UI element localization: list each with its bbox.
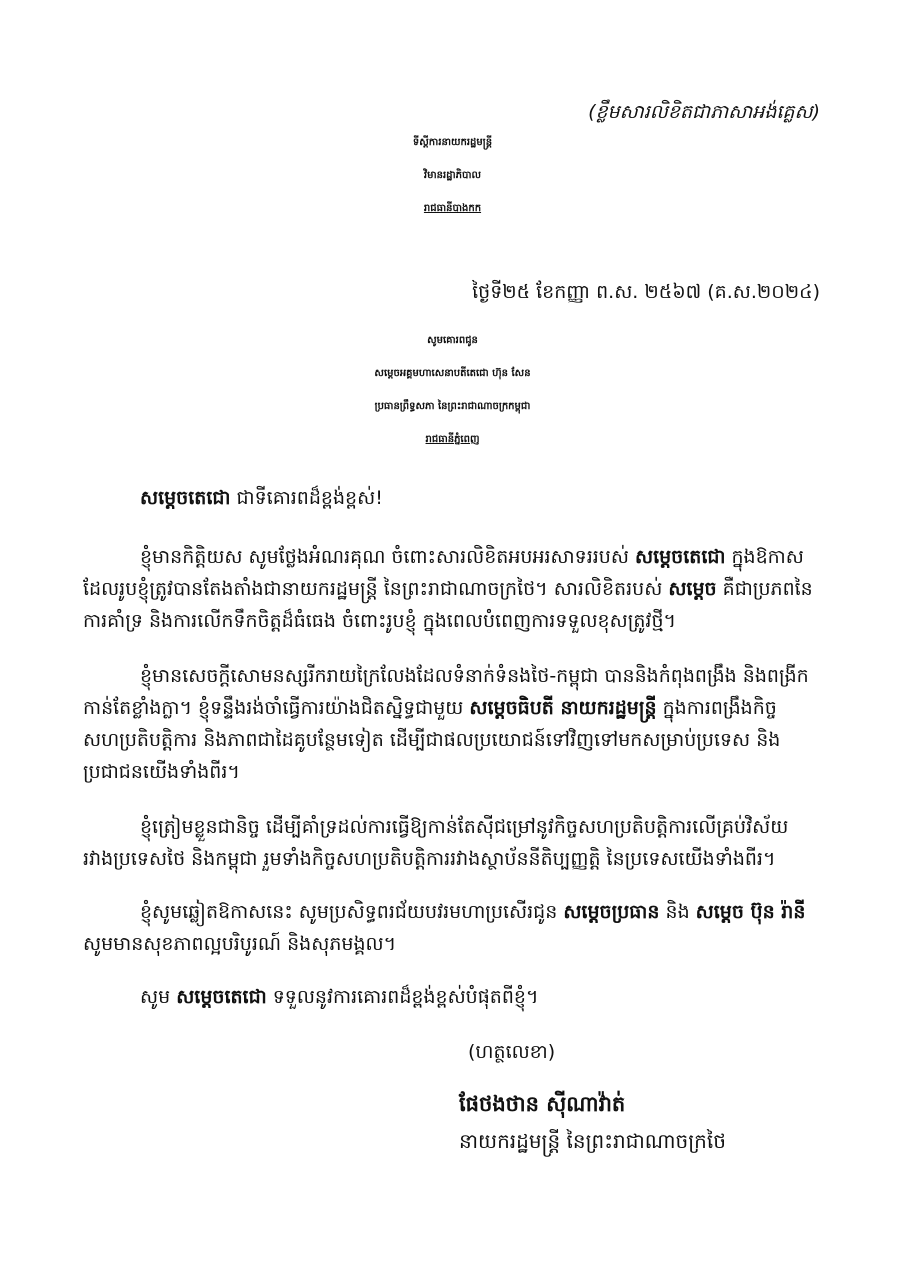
p2-line2: កាន់តែខ្លាំងក្លា។ ខ្ញុំទន្ទឹងរង់ចាំធ្វើការយ៉ាងជិតស្និទ្ធជាមួយ សម្តេចធិបតី នាយករដ្ឋមន្ត្រី ក្នុងការពង្រឹងកិច្ច bbox=[83, 697, 777, 719]
sender-office: ទីស្តីការនាយករដ្ឋមន្ត្រី bbox=[412, 137, 493, 148]
recipient-city: រាជធានីភ្នំពេញ bbox=[425, 434, 480, 445]
closing-line: សូម សម្តេចតេជោ ទទួលនូវការគោរពដ៏ខ្ពង់ខ្ពស់បំផុតពីខ្ញុំ។ bbox=[140, 986, 539, 1008]
recipient-name: សម្តេចអគ្គមហាសេនាបតីតេជោ ហ៊ុន សែន bbox=[374, 368, 531, 379]
sender-city: រាជធានីបាងកក bbox=[423, 203, 482, 214]
recipient-title: ប្រធានព្រឹទ្ធសភា នៃព្រះរាជាណាចក្រកម្ពុជា bbox=[374, 401, 531, 412]
p2-line3: សហប្រតិបត្តិការ និងភាពជាដៃគូបន្ថែមទៀត ដើម្បីជាផលប្រយោជន៍ទៅវិញទៅមកសម្រាប់ប្រទេស និង bbox=[83, 729, 781, 751]
sender-building: វិមានរដ្ឋាភិបាល bbox=[423, 170, 482, 181]
p3-line2: រវាងប្រទេសថៃ និងកម្ពុជា រួមទាំងកិច្ចសហប្រតិបត្តិការរវាងស្ថាប័ននីតិប្បញ្ញត្តិ នៃប្រទេសយើងទាំងពីរ។ bbox=[83, 848, 776, 870]
p4-line2: សូមមានសុខភាពល្អបរិបូរណ៍ និងសុភមង្គល។ bbox=[83, 933, 397, 955]
p1-line2: ដែលរូបខ្ញុំត្រូវបានតែងតាំងជានាយករដ្ឋមន្ត្រី នៃព្រះរាជាណាចក្រថៃ។ សារលិខិតរបស់ សម្តេច គឺជាប្រភពនៃ bbox=[83, 578, 813, 600]
p1-line3: ការគាំទ្រ និងការលើកទឹកចិត្តដ៏ធំធេង ចំពោះរូបខ្ញុំ ក្នុងពេលបំពេញការទទួលខុសត្រូវថ្មី។ bbox=[83, 610, 677, 632]
signatory-title: នាយករដ្ឋមន្ត្រី នៃព្រះរាជាណាចក្រថៃ bbox=[459, 1129, 726, 1153]
p4-line1: ខ្ញុំសូមឆ្លៀតឱកាសនេះ សូមប្រសិទ្ធពរជ័យបវរមហាប្រសើរជូន សម្តេចប្រធាន និង សម្តេច ប៊ុន រ៉ានី bbox=[140, 901, 806, 923]
salutation: សម្តេចតេជោ ជាទីគោរពដ៏ខ្ពង់ខ្ពស់! bbox=[140, 487, 383, 509]
p2-line1: ខ្ញុំមានសេចក្តីសោមនស្សរីករាយក្រៃលែងដែលទំនាក់ទំនងថៃ-កម្ពុជា បាននិងកំពុងពង្រឹង និងពង្រីក bbox=[140, 665, 809, 687]
recipient-greeting: សូមគោរពជូន bbox=[427, 335, 478, 346]
translation-note: (ខ្លឹមសារលិខិតជាភាសាអង់គ្លេស) bbox=[588, 101, 820, 123]
p1-line1: ខ្ញុំមានកិត្តិយស សូមថ្លែងអំណរគុណ ចំពោះសារលិខិតអបអរសាទររបស់ សម្តេចតេជោ ក្នុងឱកាស bbox=[140, 546, 804, 568]
signed-marker: (ហត្ថលេខា) bbox=[468, 1041, 556, 1063]
p2-line4: ប្រជាជនយើងទាំងពីរ។ bbox=[83, 761, 240, 783]
signatory-name: ផែថងថាន ស៊ីណាវ៉ាត់ bbox=[459, 1092, 626, 1116]
p3-line1: ខ្ញុំត្រៀមខ្លួនជានិច្ច ដើម្បីគាំទ្រដល់ការធ្វើឱ្យកាន់តែស៊ីជម្រៅនូវកិច្ចសហប្រតិបត្តិការលើគ្រប់វិស័យ bbox=[140, 816, 789, 838]
letter-date: ថ្ងៃទី២៥ ខែកញ្ញា ព.ស. ២៥៦៧ (គ.ស.២០២៤) bbox=[472, 281, 820, 303]
